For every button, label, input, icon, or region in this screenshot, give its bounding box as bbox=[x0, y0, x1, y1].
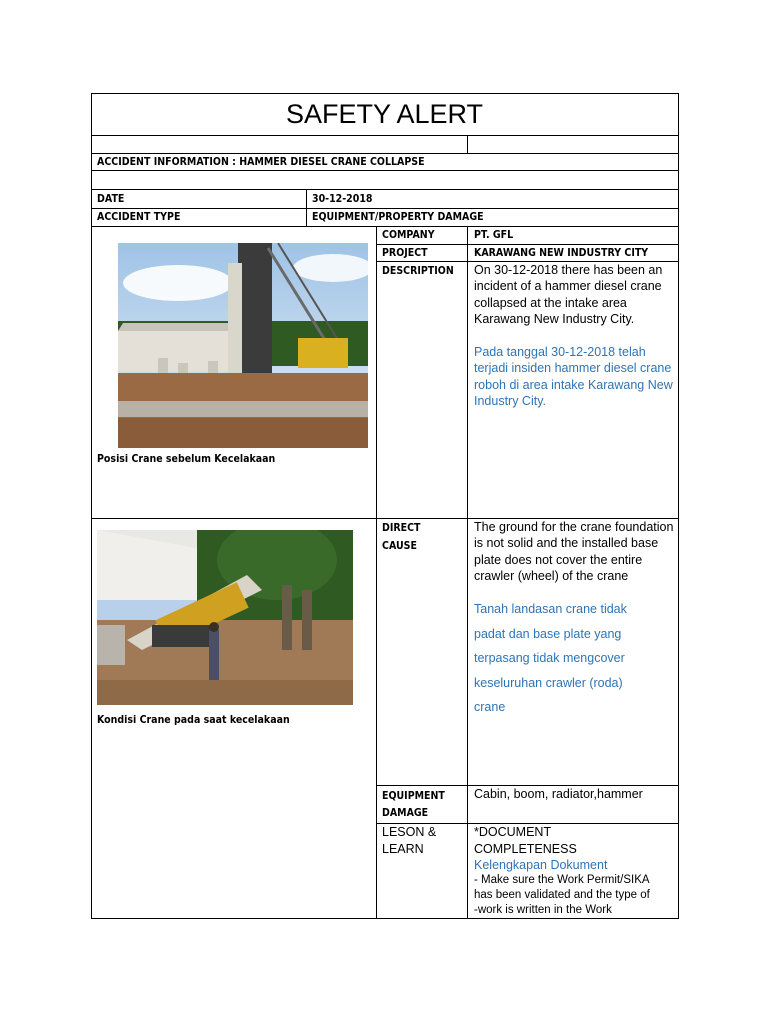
direct-cause-indonesian-4: keseluruhan crawler (roda) bbox=[474, 676, 623, 690]
date-value: 30-12-2018 bbox=[312, 192, 373, 205]
crane-before-photo bbox=[118, 243, 368, 448]
direct-cause-label-1: DIRECT bbox=[382, 521, 421, 534]
project-label: PROJECT bbox=[382, 246, 428, 259]
direct-cause-indonesian-1: Tanah landasan crane tidak bbox=[474, 602, 627, 616]
column-divider bbox=[376, 226, 377, 919]
row-divider bbox=[376, 244, 679, 245]
equipment-damage-label-2: DAMAGE bbox=[382, 806, 429, 819]
row-divider bbox=[91, 153, 679, 154]
equipment-damage-label-1: EQUIPMENT bbox=[382, 789, 445, 802]
lesson-heading-1: *DOCUMENT bbox=[474, 825, 552, 839]
description-english: On 30-12-2018 there has been an incident of a hammer diesel crane collapsed at the intake area Karawang New Industry City. bbox=[474, 263, 663, 326]
row-divider bbox=[91, 135, 679, 136]
photo2-caption: Kondisi Crane pada saat kecelakaan bbox=[97, 713, 290, 726]
photo1-caption: Posisi Crane sebelum Kecelakaan bbox=[97, 452, 276, 465]
direct-cause-indonesian-5: crane bbox=[474, 700, 506, 714]
accident-type-label: ACCIDENT TYPE bbox=[97, 210, 181, 223]
crane-collapse-photo bbox=[97, 530, 353, 705]
accident-type-value: EQUIPMENT/PROPERTY DAMAGE bbox=[312, 210, 484, 223]
company-label: COMPANY bbox=[382, 228, 435, 241]
row-divider bbox=[91, 170, 679, 171]
lesson-heading-indonesian: Kelengkapan Dokument bbox=[474, 858, 608, 872]
date-label: DATE bbox=[97, 192, 125, 205]
accident-information: ACCIDENT INFORMATION : HAMMER DIESEL CRANE COLLAPSE bbox=[97, 155, 425, 168]
description-label: DESCRIPTION bbox=[382, 264, 454, 277]
lesson-heading-2: COMPLETENESS bbox=[474, 842, 577, 856]
lesson-line-1: - Make sure the Work Permit/SIKA bbox=[474, 874, 650, 886]
page-title: SAFETY ALERT bbox=[285, 99, 484, 129]
row-divider bbox=[91, 208, 679, 209]
project-value: KARAWANG NEW INDUSTRY CITY bbox=[474, 246, 649, 259]
lesson-line-3: -work is written in the Work bbox=[474, 904, 612, 916]
direct-cause-indonesian-2: padat dan base plate yang bbox=[474, 627, 622, 641]
row-divider bbox=[91, 226, 679, 227]
column-divider bbox=[306, 189, 307, 226]
company-value: PT. GFL bbox=[474, 228, 514, 241]
lesson-label-1: LESON & bbox=[382, 825, 437, 839]
direct-cause-english: The ground for the crane foundation is not solid and the installed base plate does not cover the entire crawler (wheel) of the crane bbox=[474, 520, 674, 583]
direct-cause-indonesian-3: terpasang tidak mengcover bbox=[474, 651, 625, 665]
column-divider bbox=[467, 135, 468, 153]
direct-cause-label-2: CAUSE bbox=[382, 539, 417, 552]
lesson-line-2: has been validated and the type of bbox=[474, 889, 650, 901]
description-indonesian: Pada tanggal 30-12-2018 telah terjadi insiden hammer diesel crane roboh di area intake Karawang New Industry City. bbox=[474, 345, 673, 408]
column-divider bbox=[467, 226, 468, 919]
equipment-damage-value: Cabin, boom, radiator,hammer bbox=[474, 787, 643, 801]
row-divider bbox=[91, 189, 679, 190]
lesson-label-2: LEARN bbox=[382, 842, 424, 856]
